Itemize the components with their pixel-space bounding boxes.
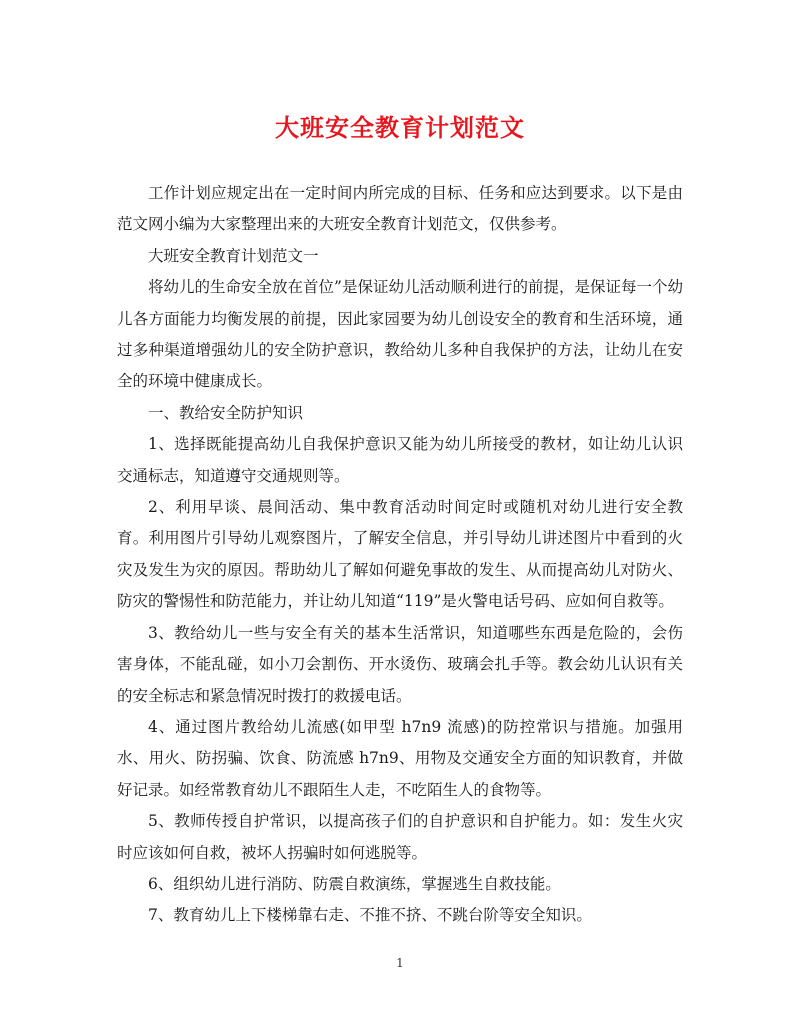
paragraph-section-heading: 大班安全教育计划范文一 [148,246,319,265]
paragraph-item-2: 2、利用早谈、晨间活动、集中教育活动时间定时或随机对幼儿进行安全教育。利用图片引导幼儿观察图片，了解安全信息，并引导幼儿讲述图片中看到的火灾及发生为灾的原因。帮助幼儿了解如何避免事故的发生、从而提高幼儿对防火、防灾的警惕性和防范能力，并让幼儿知道“119”是火警电话号码、应如何自救等。 [117,498,683,611]
document-title: 大班安全教育计划范文 [275,113,525,142]
paragraph-subheading: 一、教给安全防护知识 [148,403,304,422]
paragraph-item-6: 6、组织幼儿进行消防、防震自救演练，掌握逃生自救技能。 [148,874,561,893]
paragraph-item-4: 4、通过图片教给幼儿流感(如甲型 h7n9 流感)的防控常识与措施。加强用水、用火、防拐骗、饮食、防流感 h7n9、用物及交通安全方面的知识教育，并做好记录。如经常教育幼儿不跟陌生人走，不吃陌生人的食物等。 [117,717,683,799]
paragraph-item-1: 1、选择既能提高幼儿自我保护意识又能为幼儿所接受的教材，如让幼儿认识交通标志，知道遵守交通规则等。 [117,435,683,485]
paragraph-item-3: 3、教给幼儿一些与安全有关的基本生活常识，知道哪些东西是危险的，会伤害身体，不能乱碰，如小刀会割伤、开水烫伤、玻璃会扎手等。教会幼儿认识有关的安全标志和紧急情况时拨打的救援电话。 [117,623,683,705]
paragraph-intro: 工作计划应规定出在一定时间内所完成的目标、任务和应达到要求。以下是由范文网小编为大家整理出来的大班安全教育计划范文，仅供参考。 [117,184,683,234]
paragraph-item-5: 5、教师传授自护常识，以提高孩子们的自护意识和自护能力。如：发生火灾时应该如何自救，被坏人拐骗时如何逃脱等。 [117,812,683,862]
page-number: 1 [396,956,404,970]
paragraph-overview: 将幼儿的生命安全放在首位”是保证幼儿活动顺利进行的前提，是保证每一个幼儿各方面能力均衡发展的前提，因此家园要为幼儿创设安全的教育和生活环境，通过多种渠道增强幼儿的安全防护意识，教给幼儿多种自我保护的方法，让幼儿在安全的环境中健康成长。 [117,278,683,391]
document-body [117,178,683,932]
paragraph-item-7: 7、教育幼儿上下楼梯靠右走、不推不挤、不跳台阶等安全知识。 [148,906,592,925]
